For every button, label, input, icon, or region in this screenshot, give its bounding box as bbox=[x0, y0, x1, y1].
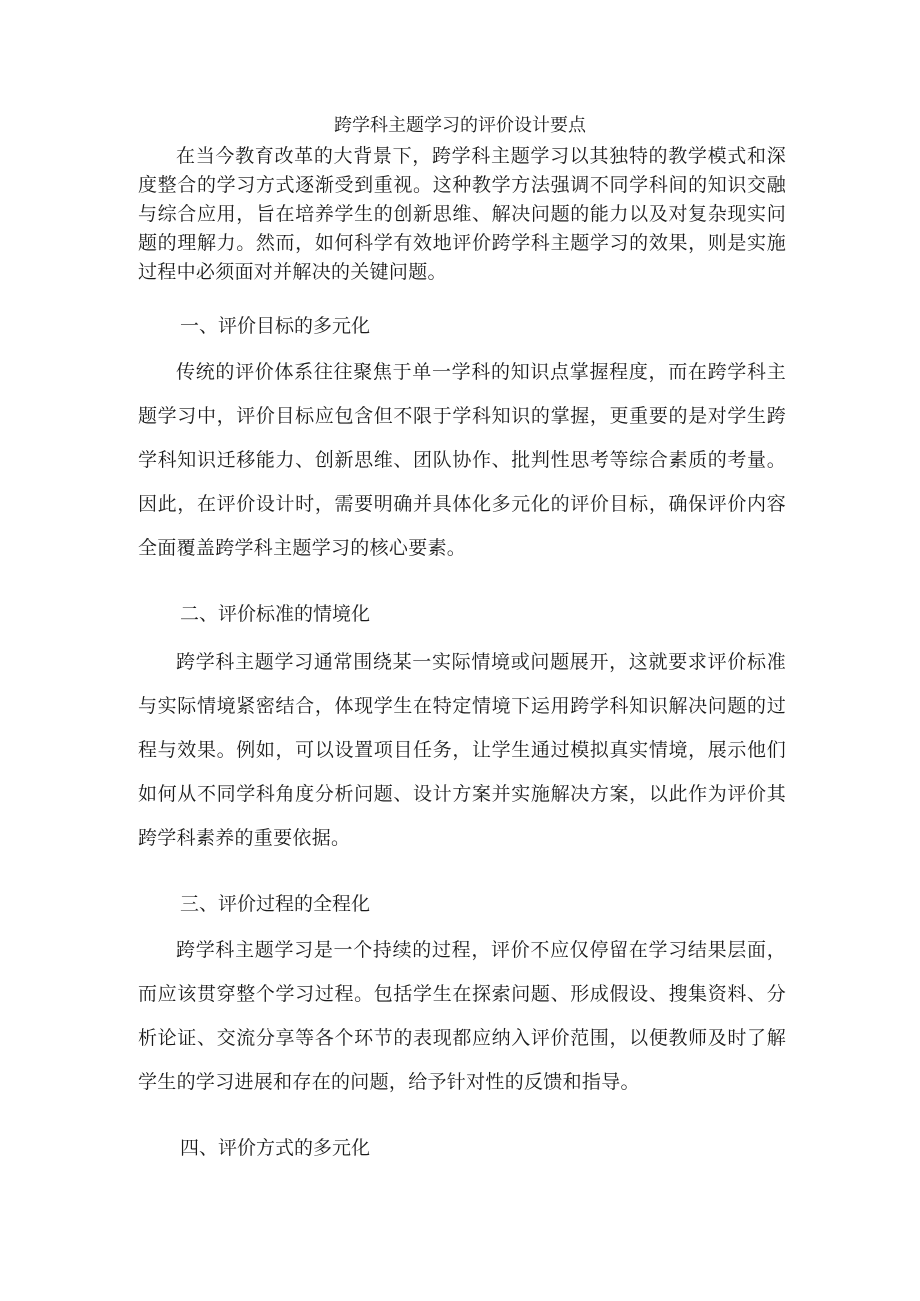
section-3-heading: 三、评价过程的全程化 bbox=[180, 893, 371, 915]
section-2-body: 跨学科主题学习通常围绕某一实际情境或问题展开，这就要求评价标准与实际情境紧密结合，体现学生在特定情境下运用跨学科知识解决问题的过程与效果。例如，可以设置项目任务，让学生通过模拟真实情境，展示他们如何从不同学科角度分析问题、设计方案并实施解决方案，以此作为评价其跨学科素养的重要依据。 bbox=[138, 651, 786, 849]
intro-paragraph: 在当今教育改革的大背景下，跨学科主题学习以其独特的教学模式和深度整合的学习方式逐渐受到重视。这种教学方法强调不同学科间的知识交融与综合应用，旨在培养学生的创新思维、解决问题的能力以及对复杂现实问题的理解力。然而，如何科学有效地评价跨学科主题学习的效果，则是实施过程中必须面对并解决的关键问题。 bbox=[138, 145, 786, 283]
document-title: 跨学科主题学习的评价设计要点 bbox=[334, 115, 586, 136]
section-1-body: 传统的评价体系往往聚焦于单一学科的知识点掌握程度，而在跨学科主题学习中，评价目标应包含但不限于学科知识的掌握，更重要的是对学生跨学科知识迁移能力、创新思维、团队协作、批判性思考等综合素质的考量。因此，在评价设计时，需要明确并具体化多元化的评价目标，确保评价内容全面覆盖跨学科主题学习的核心要素。 bbox=[138, 361, 786, 559]
section-2-heading: 二、评价标准的情境化 bbox=[180, 603, 371, 625]
section-4-heading: 四、评价方式的多元化 bbox=[180, 1137, 371, 1159]
section-3-body: 跨学科主题学习是一个持续的过程，评价不应仅停留在学习结果层面，而应该贯穿整个学习过程。包括学生在探索问题、形成假设、搜集资料、分析论证、交流分享等各个环节的表现都应纳入评价范围，以便教师及时了解学生的学习进展和存在的问题，给予针对性的反馈和指导。 bbox=[138, 939, 786, 1093]
section-1-heading: 一、评价目标的多元化 bbox=[180, 315, 371, 337]
